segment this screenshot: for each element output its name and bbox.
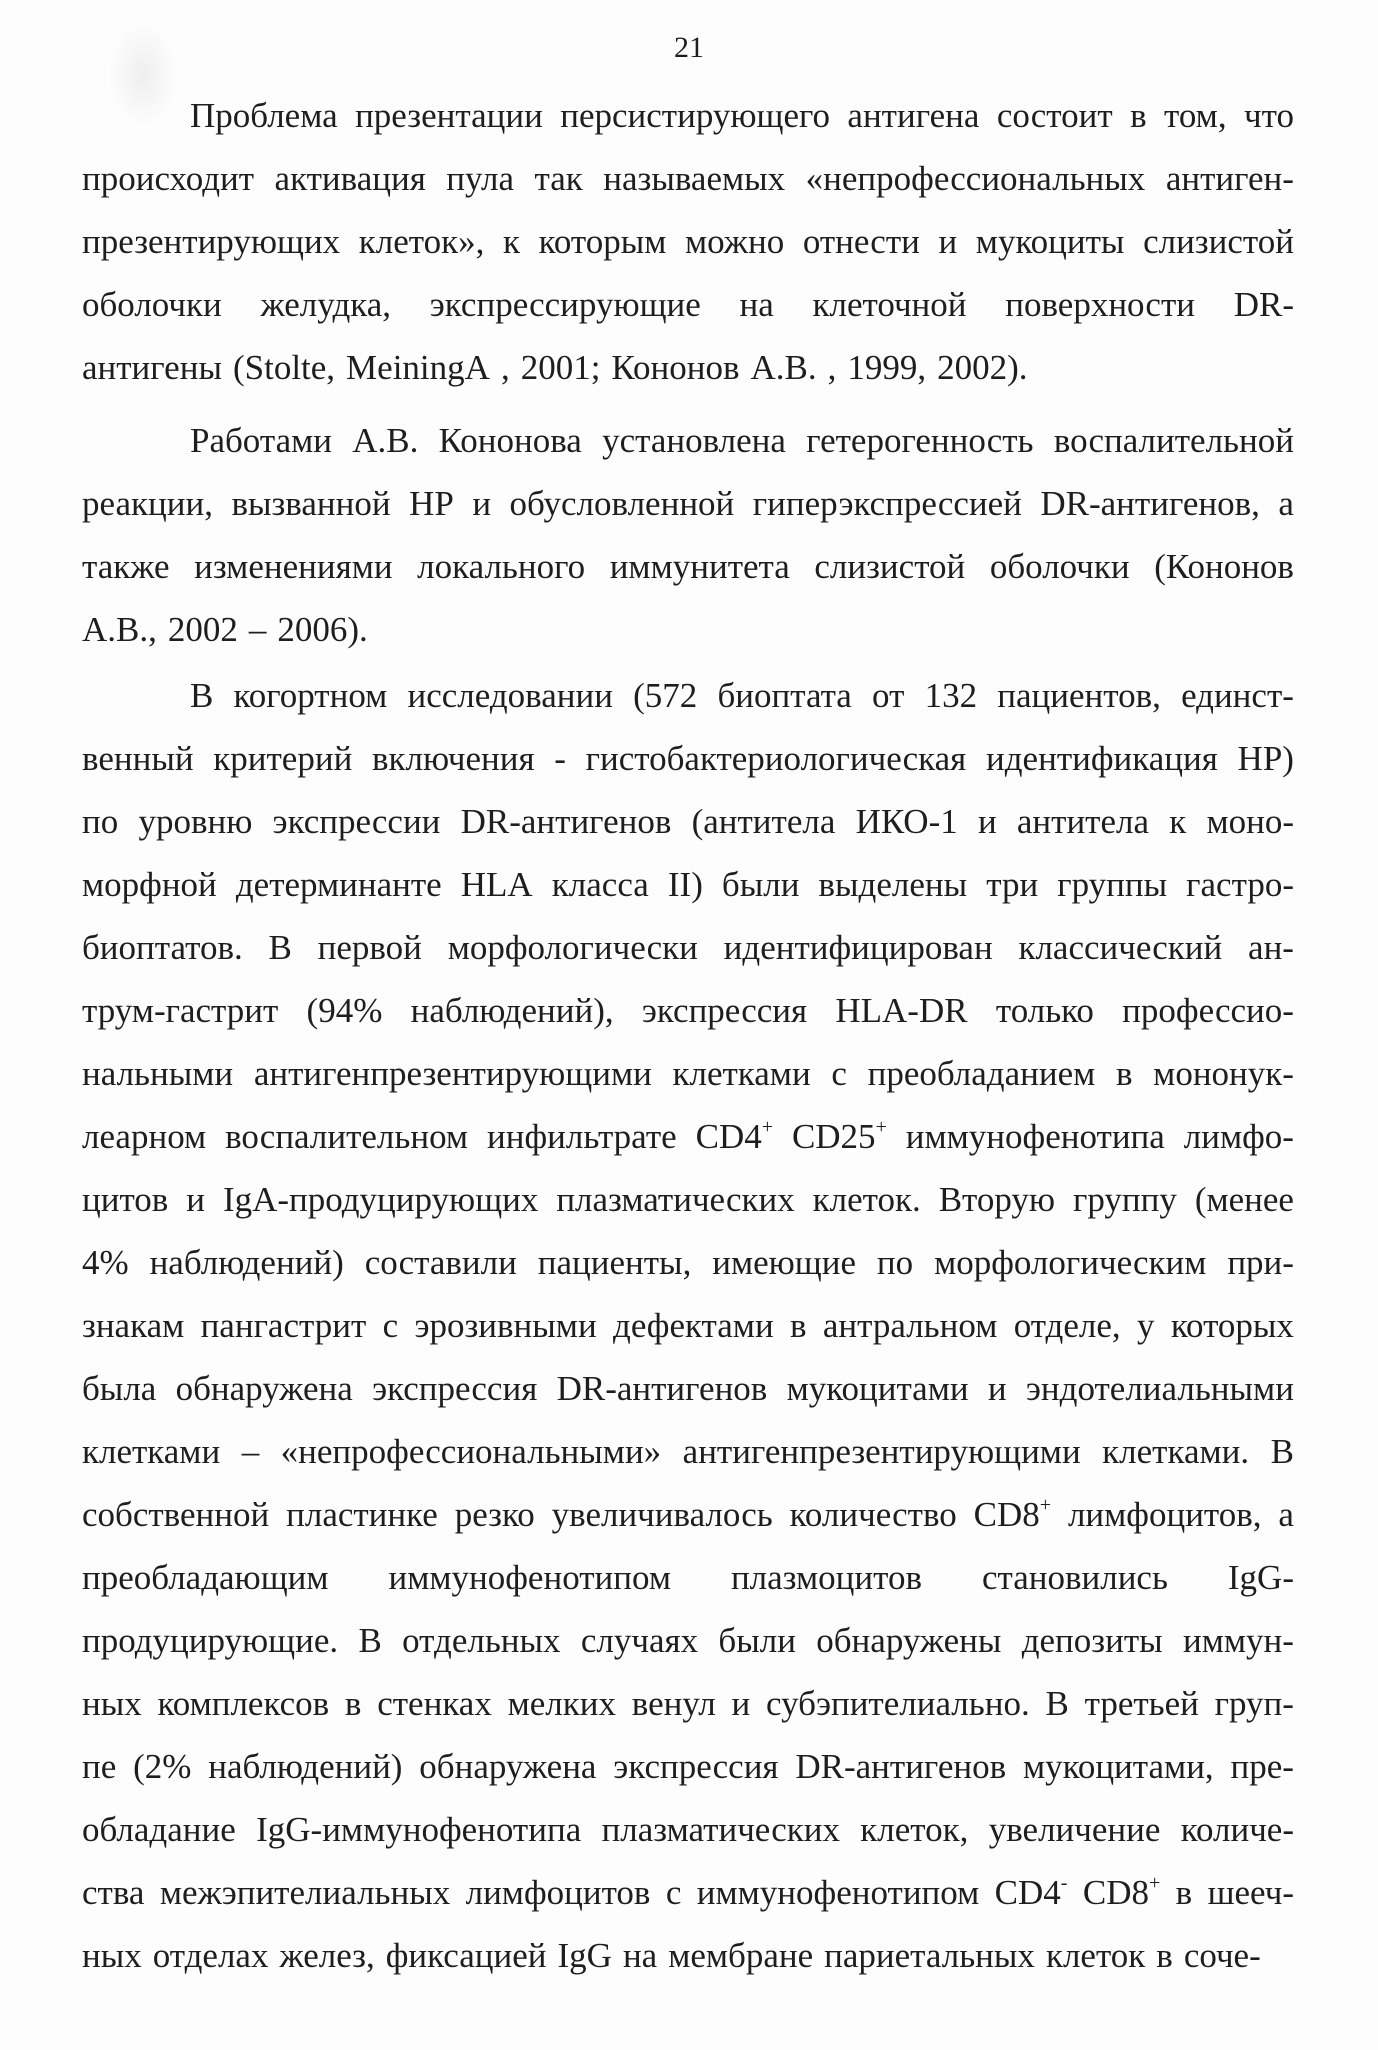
word: трум-гастрит	[82, 991, 279, 1030]
text-line	[82, 336, 1294, 399]
word: были	[721, 865, 800, 904]
word: DR-антигенов	[556, 1369, 768, 1408]
word: 132	[924, 676, 978, 715]
word: (менее	[1194, 1180, 1294, 1219]
word: DR-антигенов	[460, 802, 672, 841]
word: 2002	[167, 610, 238, 649]
page-number: 21	[674, 31, 704, 64]
text-line	[82, 535, 1294, 598]
word: IgG	[557, 1936, 612, 1975]
word: собственной	[82, 1495, 270, 1534]
word: в	[1175, 1873, 1193, 1912]
text-line	[82, 1546, 1294, 1609]
word: –	[241, 1432, 260, 1471]
word: ан-	[1248, 928, 1294, 967]
word: наблюдений)	[208, 1747, 403, 1786]
word: от	[872, 676, 905, 715]
word: антитела	[1016, 802, 1150, 841]
text-line	[82, 1609, 1294, 1672]
word: леарном	[82, 1117, 207, 1156]
word: имеющие	[712, 1243, 857, 1282]
word: морфологически	[447, 928, 698, 967]
word: класса	[551, 865, 649, 904]
word: мукоцитами	[786, 1369, 969, 1408]
word: мононук-	[1153, 1054, 1294, 1093]
word: CD4+	[695, 1116, 773, 1156]
word: слизистой	[814, 547, 966, 586]
word: классический	[1018, 928, 1223, 967]
word: при-	[1227, 1243, 1294, 1282]
word: –	[248, 610, 267, 649]
word: которых	[1170, 1306, 1294, 1345]
word: II)	[667, 865, 703, 904]
word: клеток»,	[358, 222, 485, 261]
text-line	[82, 1798, 1294, 1861]
word: желез,	[279, 1936, 375, 1975]
word: мукоциты	[975, 222, 1125, 261]
word: происходит	[82, 159, 255, 198]
word: ,	[500, 348, 510, 387]
word: венный	[82, 739, 194, 778]
word: критерий	[213, 739, 353, 778]
word: в	[790, 1306, 807, 1345]
word: воспалительной	[1053, 421, 1294, 460]
word: гистобактериологическая	[585, 739, 967, 778]
word: к	[503, 222, 521, 261]
word: (2%	[133, 1747, 192, 1786]
word: морфной	[82, 865, 217, 904]
word: эндотелиальными	[1025, 1369, 1294, 1408]
word: В	[1270, 1432, 1294, 1471]
word: отделах	[152, 1936, 269, 1975]
word: MeiningA	[346, 348, 490, 387]
word: желудка,	[260, 285, 392, 324]
word: была	[82, 1369, 157, 1408]
word: «непрофессиональными»	[280, 1432, 662, 1471]
word: увеличение	[988, 1810, 1161, 1849]
word: с	[665, 1873, 682, 1912]
word: шееч-	[1207, 1873, 1294, 1912]
word: Вторую	[938, 1180, 1056, 1219]
word: мелких	[507, 1684, 616, 1723]
word: ных	[82, 1684, 142, 1723]
word: плазмоцитов	[730, 1558, 922, 1597]
word: ства	[82, 1873, 145, 1912]
word: группу	[1073, 1180, 1177, 1219]
word: том,	[1164, 96, 1227, 135]
word: детерминанте	[235, 865, 442, 904]
word: Кононов	[611, 348, 740, 387]
word: случаях	[580, 1621, 699, 1660]
word: клетками	[672, 1054, 811, 1093]
word: группы	[1057, 865, 1168, 904]
word: пре-	[1230, 1747, 1294, 1786]
word: экспрессия	[641, 991, 808, 1030]
word: и	[472, 484, 492, 523]
text-line	[82, 664, 1294, 727]
word: клетками.	[1102, 1432, 1250, 1471]
word: а	[1278, 484, 1294, 523]
word: В	[268, 928, 292, 967]
word: стенках	[377, 1684, 492, 1723]
word: 2002).	[937, 348, 1028, 387]
text-line	[82, 147, 1294, 210]
word: обусловленной	[509, 484, 735, 523]
word: исследовании	[407, 676, 613, 715]
word: CD25+	[791, 1116, 887, 1156]
word: на	[622, 1936, 658, 1975]
word: идентификация	[986, 739, 1218, 778]
word: CD8+	[973, 1494, 1052, 1534]
word: клеток,	[860, 1810, 969, 1849]
word: HLA-DR	[835, 991, 968, 1030]
word: комплексов	[157, 1684, 330, 1723]
word: В	[1045, 1684, 1069, 1723]
word: с	[382, 1306, 399, 1345]
word: нальными	[82, 1054, 234, 1093]
word: иммун-	[1182, 1621, 1294, 1660]
text-line	[82, 1483, 1294, 1546]
word: наблюдений)	[149, 1243, 344, 1282]
word: DR-	[1233, 285, 1294, 324]
word: отдельных	[402, 1621, 561, 1660]
word: а	[1278, 1495, 1294, 1534]
word: с	[831, 1054, 847, 1093]
word: становились	[981, 1558, 1168, 1597]
word: антигены	[82, 348, 222, 387]
text-line	[82, 472, 1294, 535]
word: можно	[685, 222, 785, 261]
word: идентифицирован	[723, 928, 993, 967]
word: экспрессии	[272, 802, 441, 841]
word: CD4-	[994, 1872, 1068, 1912]
word: так	[534, 159, 583, 198]
word: гиперэкспрессией	[752, 484, 1022, 523]
word: преобладанием	[867, 1054, 1096, 1093]
word: антральном	[822, 1306, 998, 1345]
word: которым	[538, 222, 667, 261]
word: также	[82, 547, 170, 586]
word: единст-	[1181, 676, 1294, 715]
word: 2001;	[520, 348, 601, 387]
word: третьей	[1084, 1684, 1199, 1723]
word: мукоцитами,	[1022, 1747, 1214, 1786]
word: антигенпрезентирующими	[253, 1054, 652, 1093]
word: в	[1130, 96, 1147, 135]
text-line	[82, 273, 1294, 336]
word: -	[554, 739, 566, 778]
word: цитов	[82, 1180, 169, 1219]
word: обнаружена	[175, 1369, 353, 1408]
word: называемых	[603, 159, 786, 198]
text-line	[82, 1735, 1294, 1798]
word: клеточной	[812, 285, 967, 324]
word: моно-	[1206, 802, 1294, 841]
word: лимфоцитов,	[1067, 1495, 1262, 1534]
word: пангастрит	[200, 1306, 367, 1345]
word: антиген-	[1165, 159, 1294, 198]
word: А.В.	[352, 421, 419, 460]
word: (Кононов	[1154, 547, 1294, 586]
body-text	[82, 84, 1294, 1987]
word: выделены	[818, 865, 968, 904]
word: презентирующих	[82, 222, 341, 261]
word: поверхности	[1005, 285, 1195, 324]
word: (Stolte,	[232, 348, 336, 387]
word: биоптата	[717, 676, 852, 715]
word: наблюдений),	[410, 991, 614, 1030]
word: Проблема	[190, 96, 338, 135]
word: антигенпрезентирующими	[682, 1432, 1081, 1471]
word: иммунофенотипом	[388, 1558, 671, 1597]
word: (антитела	[691, 802, 836, 841]
word: фиксацией	[385, 1936, 547, 1975]
word: количество	[789, 1495, 957, 1534]
word: пластинке	[286, 1495, 438, 1534]
word: клеток	[1045, 1936, 1146, 1975]
word: Кононова	[438, 421, 582, 460]
word: (572	[633, 676, 698, 715]
word: В	[190, 676, 214, 715]
text-line	[82, 1357, 1294, 1420]
word: (94%	[306, 991, 383, 1030]
word: ных	[82, 1936, 142, 1975]
text-line	[82, 853, 1294, 916]
word: слизистой	[1143, 222, 1294, 261]
word: лимфо-	[1183, 1117, 1294, 1156]
text-line	[82, 727, 1294, 790]
word: количе-	[1180, 1810, 1294, 1849]
text-line	[82, 1924, 1294, 1987]
text-line	[82, 598, 1294, 661]
word: DR-антигенов,	[1040, 484, 1260, 523]
word: пациентов,	[997, 676, 1161, 715]
text-line	[82, 1672, 1294, 1735]
word: гастро-	[1186, 865, 1294, 904]
text-line	[82, 790, 1294, 853]
word: иммунитета	[609, 547, 790, 586]
text-line	[82, 1294, 1294, 1357]
word: резко	[454, 1495, 535, 1534]
text-line	[82, 1861, 1294, 1924]
word: IgG-	[1227, 1558, 1294, 1597]
text-line	[82, 210, 1294, 273]
word: Работами	[190, 421, 332, 460]
word: гетерогенность	[806, 421, 1034, 460]
word: и	[938, 222, 958, 261]
text-line	[82, 1042, 1294, 1105]
word: эрозивными	[414, 1306, 597, 1345]
word: оболочки	[82, 285, 222, 324]
word: плазматических	[601, 1810, 840, 1849]
word: отделе,	[1013, 1306, 1121, 1345]
word: груп-	[1214, 1684, 1294, 1723]
word: и	[977, 802, 997, 841]
text-line	[82, 409, 1294, 472]
word: и	[731, 1684, 751, 1723]
word: клеток.	[812, 1180, 921, 1219]
word: увеличивалось	[551, 1495, 773, 1534]
word: IgG-иммунофенотипа	[256, 1810, 582, 1849]
word: воспалительном	[225, 1117, 469, 1156]
word: DR-антигенов	[795, 1747, 1007, 1786]
word: по	[876, 1243, 914, 1282]
word: обнаружена	[419, 1747, 597, 1786]
word: первой	[317, 928, 422, 967]
word: только	[995, 991, 1094, 1030]
text-line	[82, 1231, 1294, 1294]
word: отнести	[802, 222, 920, 261]
word: в	[344, 1684, 362, 1723]
word: инфильтрате	[487, 1117, 677, 1156]
text-line	[82, 84, 1294, 147]
word: венул	[631, 1684, 716, 1723]
word: экспрессирующие	[429, 285, 701, 324]
word: лимфоцитов	[465, 1873, 651, 1912]
word: в	[1115, 1054, 1133, 1093]
word: пе	[82, 1747, 117, 1786]
word: уровню	[138, 802, 253, 841]
word: HP	[409, 484, 454, 523]
word: установлена	[602, 421, 786, 460]
word: активация	[274, 159, 426, 198]
word: пула	[446, 159, 514, 198]
word: в	[1156, 1936, 1173, 1975]
word: соче-	[1183, 1936, 1261, 1975]
word: депозиты	[1021, 1621, 1163, 1660]
word: вызванной	[231, 484, 391, 523]
text-line	[82, 1105, 1294, 1168]
word: реакции,	[82, 484, 213, 523]
text-line	[82, 979, 1294, 1042]
word: плазматических	[556, 1180, 795, 1219]
word: когортном	[233, 676, 388, 715]
word: дефектами	[613, 1306, 774, 1345]
word: IgA-продуцирующих	[222, 1180, 539, 1219]
word: антигена	[847, 96, 980, 135]
word: и	[186, 1180, 205, 1219]
word: включения	[372, 739, 535, 778]
word: 1999,	[847, 348, 927, 387]
word: субэпителиально.	[766, 1684, 1030, 1723]
word: состоит	[996, 96, 1113, 135]
word: локального	[417, 547, 586, 586]
word: обнаружены	[816, 1621, 1002, 1660]
word: оболочки	[989, 547, 1130, 586]
word: по	[82, 802, 119, 841]
word: что	[1244, 96, 1294, 135]
word: биоптатов.	[82, 928, 243, 967]
word: HLA	[460, 865, 533, 904]
word: профессио-	[1122, 991, 1294, 1030]
word: знакам	[82, 1306, 185, 1345]
word: на	[739, 285, 774, 324]
word: презентации	[355, 96, 543, 135]
word: у	[1136, 1306, 1155, 1345]
word: персистирующего	[560, 96, 830, 135]
word: изменениями	[194, 547, 393, 586]
word: иммунофенотипом	[696, 1873, 980, 1912]
word: париетальных	[824, 1936, 1035, 1975]
word: морфологическим	[934, 1243, 1207, 1282]
word: к	[1169, 802, 1187, 841]
word: были	[718, 1621, 796, 1660]
word: А.В.	[750, 348, 817, 387]
word: ИКО-1	[855, 802, 958, 841]
word: HP)	[1237, 739, 1294, 778]
word: В	[358, 1621, 382, 1660]
text-line	[82, 1168, 1294, 1231]
word: 4%	[82, 1243, 129, 1282]
word: ,	[827, 348, 837, 387]
word: межэпителиальных	[159, 1873, 451, 1912]
text-line	[82, 1420, 1294, 1483]
word: продуцирующие.	[82, 1621, 339, 1660]
word: экспрессия	[372, 1369, 538, 1408]
word: «непрофессиональных	[805, 159, 1146, 198]
word: А.В.,	[82, 610, 157, 649]
word: CD8+	[1082, 1872, 1161, 1912]
word: составили	[364, 1243, 517, 1282]
text-line	[82, 916, 1294, 979]
word: иммунофенотипа	[905, 1117, 1165, 1156]
word: 2006).	[277, 610, 368, 649]
word: мембране	[668, 1936, 814, 1975]
word: преобладающим	[82, 1558, 329, 1597]
word: клетками	[82, 1432, 221, 1471]
word: и	[987, 1369, 1007, 1408]
word: экспрессия	[613, 1747, 779, 1786]
word: три	[986, 865, 1039, 904]
word: пациенты,	[537, 1243, 692, 1282]
word: обладание	[82, 1810, 236, 1849]
